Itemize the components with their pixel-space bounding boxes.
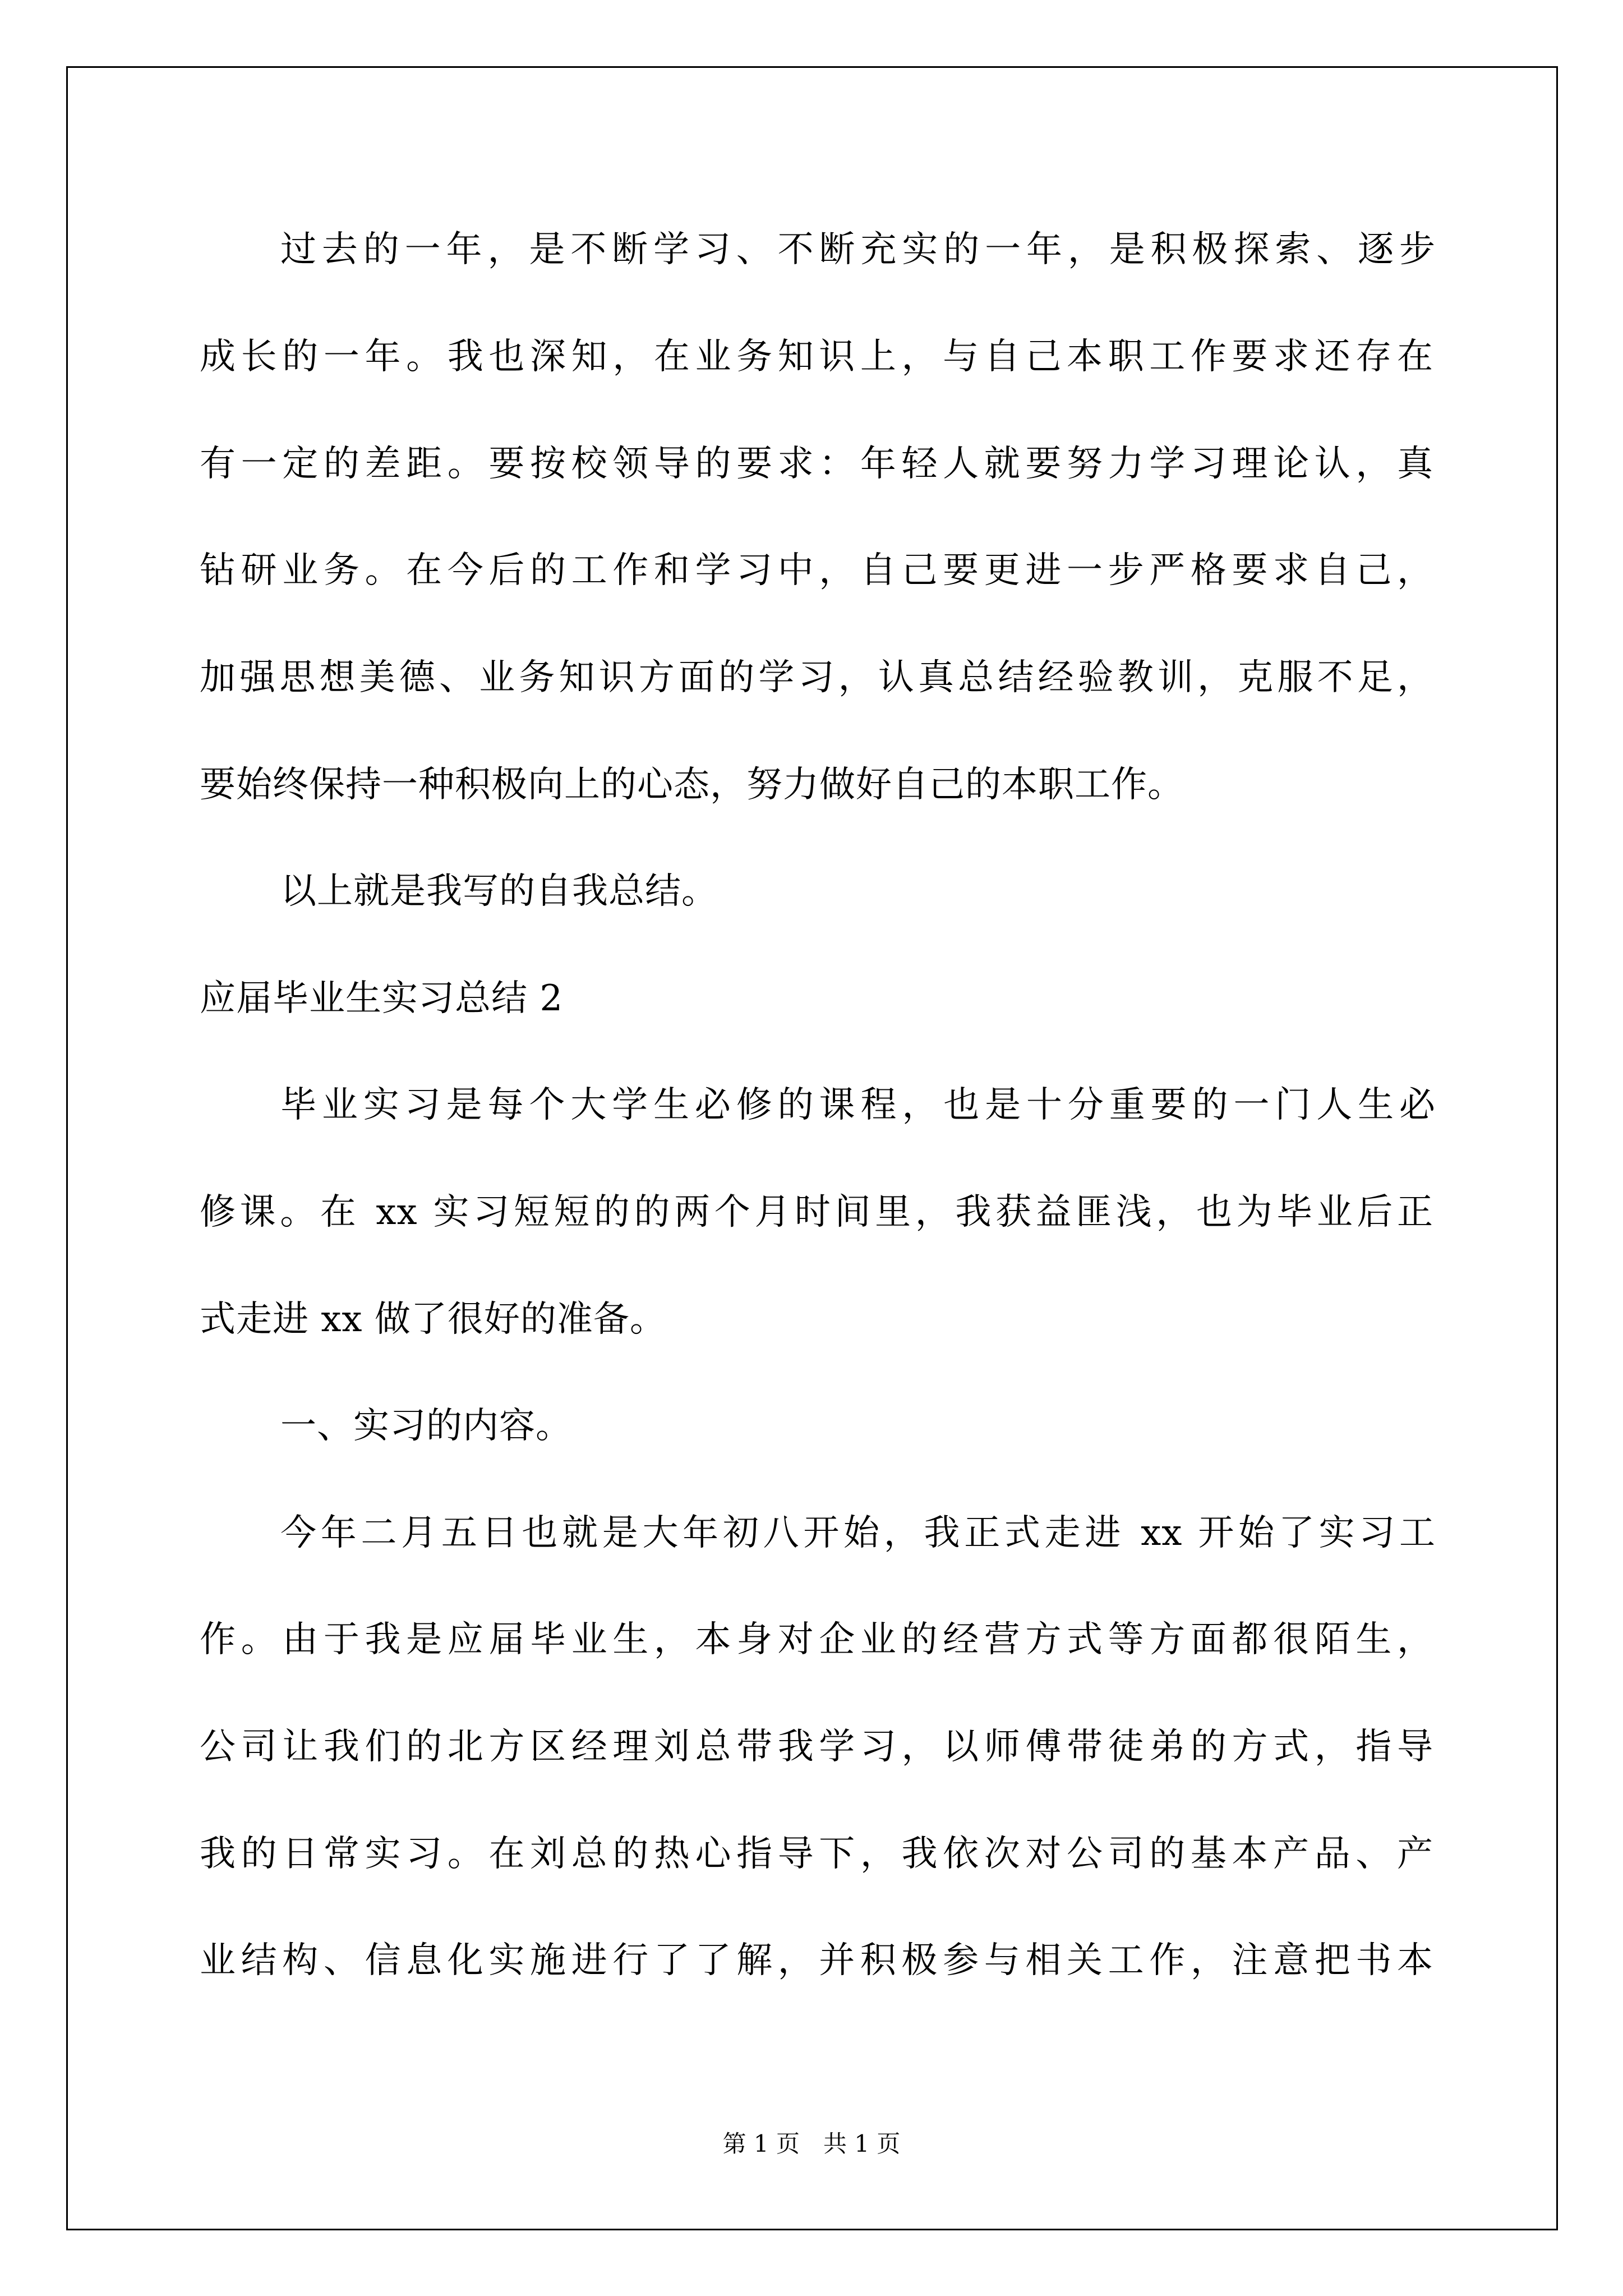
page-footer: 第 1 页 共 1 页 — [722, 2130, 901, 2157]
subsection-heading: 一、实习的内容。 — [280, 1405, 572, 1447]
paragraph-line: 作。由于我是应届毕业生，本身对企业的经营方式等方面都很陌生， — [200, 1619, 1433, 1660]
paragraph-line: 要始终保持一种积极向上的心态，努力做好自己的本职工作。 — [200, 764, 1184, 806]
paragraph-line: 过去的一年，是不断学习、不断充实的一年，是积极探索、逐步 — [280, 229, 1436, 270]
paragraph-line: 毕业实习是每个大学生必修的课程，也是十分重要的一门人生必 — [280, 1084, 1436, 1126]
section-heading: 应届毕业生实习总结 2 — [200, 978, 564, 1019]
paragraph-line: 今年二月五日也就是大年初八开始，我正式走进 xx 开始了实习工 — [280, 1512, 1436, 1554]
paragraph-line: 式走进 xx 做了很好的准备。 — [200, 1299, 666, 1340]
paragraph-line: 有一定的差距。要按校领导的要求：年轻人就要努力学习理论认，真 — [200, 443, 1433, 485]
paragraph-line: 钻研业务。在今后的工作和学习中，自己要更进一步严格要求自己， — [200, 550, 1433, 591]
paragraph-line: 修课。在 xx 实习短短的的两个月时间里，我获益匪浅，也为毕业后正 — [200, 1191, 1433, 1233]
paragraph-line: 我的日常实习。在刘总的热心指导下，我依次对公司的基本产品、产 — [200, 1833, 1433, 1875]
paragraph-line: 加强思想美德、业务知识方面的学习，认真总结经验教训，克服不足， — [200, 657, 1433, 698]
page-border — [66, 66, 1558, 2230]
paragraph-line: 成长的一年。我也深知，在业务知识上，与自己本职工作要求还存在 — [200, 336, 1433, 378]
paragraph-line: 公司让我们的北方区经理刘总带我学习，以师傅带徒弟的方式，指导 — [200, 1726, 1433, 1768]
paragraph-line: 以上就是我写的自我总结。 — [280, 871, 718, 912]
paragraph-line: 业结构、信息化实施进行了了解，并积极参与相关工作，注意把书本 — [200, 1940, 1433, 1981]
